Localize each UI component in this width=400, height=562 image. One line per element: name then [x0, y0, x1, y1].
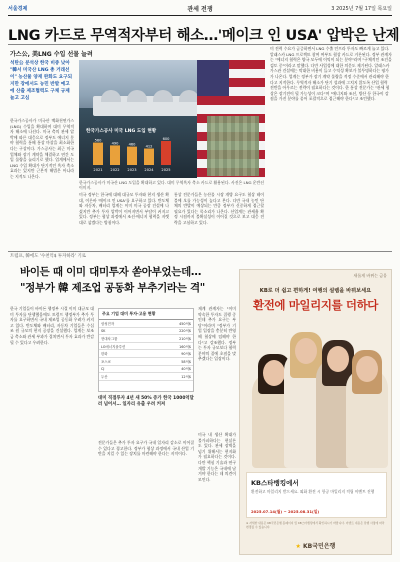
table-cell-amount: 58억$ [159, 357, 193, 365]
table-cell-company: 두산 [99, 373, 159, 381]
table-cell-amount: 220억$ [159, 327, 193, 335]
chart-value-label: 490 [111, 141, 119, 146]
ad-headline: 환전에 마일리지를 더하다 [252, 298, 378, 312]
article2-headline-1: 바이든 때 이미 대미투자 쏟아부었는데… [20, 266, 202, 278]
chart-category-label: 2025 [161, 168, 171, 172]
investment-table-body [99, 320, 193, 381]
ad-fine-print: ※ 자세한 내용은 KB국민은행 홈페이지 및 KB스타뱅킹에서 확인하시기 바랍니다. 이벤트 내용은 당행 사정에 따라 변경될 수 있습니다. [246, 521, 385, 529]
tank-graphic [127, 90, 147, 102]
article1-colR: 미 전력 수요가 급증하면서 LNG 수출 인프라 투자도 빠르게 늘고 있다. 알래스카 LNG 프로젝트 참여 여부도 협상 카드로 거론된다. 정부 관계자는 "에너지 협력은 양국 모두에 이익이 되는 분야"라며 "구체적인 조건을 검토 중"이라고 말했다. 다만 사업성에 대한 의문도 제기된다. 알래스카 가스관 건설에는 막대한 비용이 들고 수익성 확보가 불투명하다는 평가가 나온다. 업계는 정부가 장기 계약 물량을 적정 수준에서 관리해야 한다고 지적한다. 무역적자 해소가 단기 성과에 그치지 않도록 산업 협력 전반을 아우르는 전략이 필요하다는 것이다. 한 통상 전문가는 "관세 협상은 장기전이 될 가능성이 크다"며 "에너지와 조선, 방산 등 한국이 강점을 가진 분야를 묶어 포괄적으로 접근해야 한다"고 조언했다. [270, 46, 392, 102]
model-face [327, 346, 349, 372]
table-row [99, 342, 193, 350]
table-row [99, 365, 193, 373]
section-label: 서울경제 [8, 6, 28, 12]
chart-value-label: 600 [162, 137, 170, 141]
kb-star-icon: ★ [295, 543, 301, 550]
chart-bar [110, 145, 120, 165]
chart-svg [86, 135, 178, 173]
chart-category-label: 2023 [127, 168, 137, 172]
chart-value-label: 560 [94, 138, 102, 143]
table-cell-company: 삼성전자 [99, 320, 159, 327]
article2-col1: 한국 기업들이 바이든 행정부 시절 이미 대규모 대미 투자를 단행했음에도 트럼프 행정부가 추가 투자를 요구하면서 국내 제조업 공동화 우려가 커지고 있다. 반도체와 배터리, 자동차 기업들은 수십조 원 규모의 현지 공장을 건설했다. 업계는 보조금 축소와 관세 부과가 겹치면서 투자 효과가 반감될 수 있다고 우려한다. [10, 306, 94, 345]
article1-col2: 미국 정부는 한국에 대해 대규모 투자와 현지 생산 확대, 이른바 '메이크 인 USA'를 요구하고 있다. 반도체와 자동차, 배터리 업계는 이미 미국 공장 건설에 나섰지만 추가 투자 압박이 이어지면서 부담이 커지고 있다. 정부는 협상 과정에서 조선·에너지 협력을 지렛대로 삼겠다는 방침이다. [79, 192, 169, 225]
table-cell-company: 한화 [99, 350, 159, 358]
table-cell-amount: 210억$ [159, 335, 193, 343]
lng-chart [86, 128, 178, 174]
section-title: 관세 전쟁 [187, 6, 213, 13]
table-cell-company: 현대차그룹 [99, 335, 159, 343]
chart-category-label: 2024 [144, 168, 154, 172]
pull-quote: 대미 직접투자 4년 새 50% 증가 한국 1000억달러 넘어서… 일자리 유출 우려 커져 [98, 396, 194, 408]
ad-promo-box [246, 472, 387, 518]
table-cell-amount: 450억$ [159, 320, 193, 327]
article2-col2: 전문가들은 추가 투자 요구가 국내 일자리 감소로 이어질 수 있다고 경고한다. 정부가 협상 과정에서 국내 산업 기반을 지킬 수 있는 장치를 마련해야 한다는 지적이다. [98, 440, 194, 457]
headline: LNG 카드로 무역적자부터 해소…'메이크 인 USA' 압박은 난제 [8, 28, 400, 44]
table-cell-company: LG에너지솔루션 [99, 342, 159, 350]
promo-text: 환전하고 마일리지 받으세요. 외화 환전 시 항공 마일리지 적립 이벤트 진행 [251, 489, 375, 494]
table-row [99, 327, 193, 335]
kb-bank-ad [239, 269, 392, 555]
table-cell-amount: 12억$ [159, 373, 193, 381]
ad-tag: 새롭게 바뀌는 금융 [353, 273, 387, 278]
photo-caption: 한국가스공사가 미국산 LNG 도입을 확대하고 있다. 대미 무역흑자 축소 카드로 활용된다. 사진은 LNG 운반선 이미지. [79, 180, 265, 190]
tank-graphic [153, 90, 173, 102]
subhead: 가스公, 美LNG 수입 선물 늘려 [10, 51, 93, 58]
top-rule [8, 15, 392, 16]
dollar-bills-graphic [207, 116, 259, 176]
investment-table [98, 308, 194, 392]
table-row [99, 373, 193, 381]
promo-date: 2025.07.14(월) ~ 2025.08.31(일) [251, 509, 320, 514]
masthead [8, 4, 392, 14]
chart-category-label: 2021 [93, 168, 103, 172]
article1-col1: 한국가스공사가 미국산 액화천연가스(LNG) 수입을 확대하며 대미 무역적자 해소에 나선다. 미국 측의 관세 압박에 따른 대응으로 정부도 에너지 분야 협력을 통해 통상 마찰을 최소화한다는 구상이다. 가스공사는 최근 미국 업체와 장기 계약을 체결하고 연간 도입 물량을 늘리기로 했다. 업계에서는 LNG 수입 확대가 단기적인 흑자 축소 효과는 있지만 근본적 해법은 아니라는 지적도 나온다. [10, 118, 74, 179]
model-face [295, 338, 317, 364]
ad-tagline: KB로 더 쉽고 편하게! 여행의 설렘을 바꿔보세요 [259, 288, 372, 294]
flag-canton [197, 60, 229, 96]
ad-models-image [250, 318, 383, 468]
chart-bar [127, 147, 137, 165]
article1-col3: 통상 전문가들은 농산물 시장 개방 요구도 협상 테이블에 오를 가능성이 높다고 본다. 다만 국내 농민 단체의 반발이 예상되는 만큼 정부가 신중하게 접근할 필요가 있다는 목소리가 나온다. 산업계는 관세율 확정 시점까지 불확실성이 이어질 것으로 보고 대응 전략을 고심하고 있다. [174, 192, 264, 225]
date-page: 3 2025년 7월 17일 목요일 [331, 6, 392, 12]
table-cell-amount: 40억$ [159, 365, 193, 373]
kb-logo: ★ KB국민은행 [295, 543, 336, 550]
chart-value-label: 460 [128, 142, 136, 147]
tank-graphic [179, 90, 199, 102]
table-cell-company: 포스코 [99, 357, 159, 365]
table-cell-company: CJ [99, 365, 159, 373]
table-cell-amount: 90억$ [159, 350, 193, 358]
table-row [99, 335, 193, 343]
chart-bar [144, 149, 154, 165]
model-face [356, 356, 378, 382]
table-title: 주요 기업 대미 투자·고용 현황 [99, 309, 193, 320]
chart-bar [93, 143, 103, 165]
article2-col4: 미국 내 생산 확대가 불가피하다는 현실론도 있다. 관세 장벽을 넘기 위해서는 현지화가 필요하다는 것이다. 다만 핵심 기술과 연구개발 기능은 국내에 남겨야 한다는 데 의견이 모인다. [198, 432, 236, 482]
table-row [99, 320, 193, 327]
headline-rule [8, 44, 392, 45]
model-face [263, 360, 285, 386]
promo-title: KB스타뱅킹에서 [251, 479, 299, 487]
tank-graphic [101, 90, 121, 102]
chart-bar [161, 141, 171, 165]
chart-value-label: 412 [145, 144, 153, 149]
article2-byline: 트럼프, 韓에도 '수천억$ 투자하라' 기로 [10, 254, 86, 259]
section-rule [8, 251, 392, 252]
table-row [99, 357, 193, 365]
lead-text: 석탄公 분석상 한국 비중 낮아 "韓서 미국산 LNG 총 거래선이" 농산물 양재 완화도 요구되지만 장에서도 농민 반발 예고에 산출 제조협력도 구체 규제 늘고 고심 [10, 61, 73, 101]
table-cell-amount: 160억$ [159, 342, 193, 350]
table-row [99, 350, 193, 358]
chart-title: 한국가스공사 미국 LNG 도입 현황 [86, 129, 157, 134]
table-cell-company: SK [99, 327, 159, 335]
article2-col3: 재계 관계자는 "이미 약속한 투자도 집행 중인데 추가 요구는 부담"이라며 "정부가 기업 입장을 충분히 반영해 협상에 임해야 한다"고 강조했다. 정부는 투자 규모보다 협력 분야의 질에 초점을 맞추겠다는 입장이다. [198, 306, 236, 362]
chart-category-label: 2022 [110, 168, 120, 172]
article2-headline-2: "정부가 韓 제조업 공동화 부추기라는 격" [20, 282, 205, 294]
